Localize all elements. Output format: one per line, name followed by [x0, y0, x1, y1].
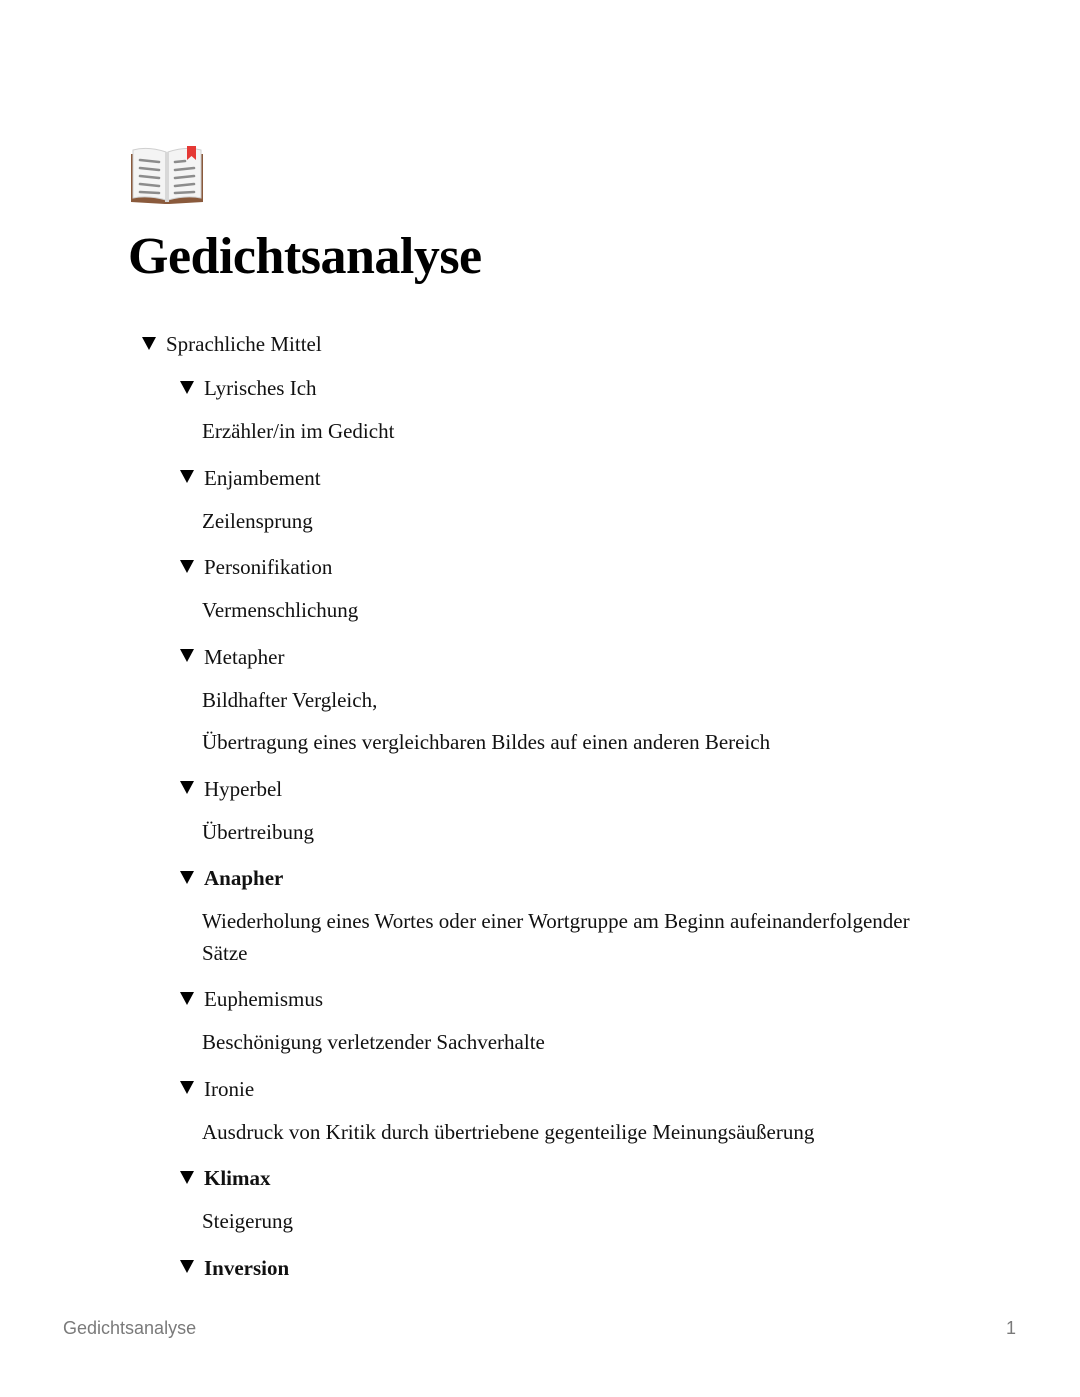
toggle-label: Euphemismus	[204, 987, 323, 1011]
toggle-header[interactable]	[178, 374, 940, 402]
footer-title: Gedichtsanalyse	[63, 1318, 197, 1338]
toggle-item	[178, 985, 940, 1059]
toggle-header[interactable]	[178, 643, 940, 671]
toggle-content	[202, 817, 932, 849]
triangle-down-icon[interactable]	[180, 1171, 194, 1184]
toggle-item	[178, 1164, 940, 1238]
toggle-children	[178, 374, 940, 1282]
toggle-item	[178, 1075, 940, 1149]
toggle-label: Sprachliche Mittel	[166, 332, 322, 356]
triangle-down-icon[interactable]	[180, 381, 194, 394]
toggle-item	[178, 464, 940, 538]
toggle-header[interactable]	[178, 553, 940, 581]
toggle-header[interactable]	[178, 464, 940, 492]
triangle-down-icon[interactable]	[180, 992, 194, 1005]
open-book-icon	[128, 140, 206, 212]
toggle-item	[178, 775, 940, 849]
toggle-item	[178, 643, 940, 759]
triangle-down-icon[interactable]	[180, 649, 194, 662]
paragraph: Zeilensprung	[202, 508, 313, 533]
toggle-label: Inversion	[204, 1255, 290, 1280]
toggle-content	[202, 906, 932, 969]
toggle-header[interactable]	[140, 330, 940, 358]
toggle-content	[202, 1027, 932, 1059]
triangle-down-icon[interactable]	[180, 781, 194, 794]
toggle-header[interactable]	[178, 1164, 940, 1192]
toggle-label: Klimax	[204, 1166, 271, 1190]
toggle-content	[202, 506, 932, 538]
triangle-down-icon[interactable]	[180, 1081, 194, 1094]
paragraph: Erzähler/in im Gedicht	[202, 419, 395, 443]
paragraph: Vermenschlichung	[202, 598, 359, 622]
toggle-item	[178, 374, 940, 448]
page-title: Gedichtsanalyse	[128, 228, 482, 285]
toggle-label: Metapher	[204, 644, 285, 669]
page-number: 1	[1005, 1318, 1016, 1338]
paragraph: Übertreibung	[202, 819, 314, 844]
toggle-item	[178, 1254, 940, 1282]
toggle-label: Hyperbel	[204, 776, 283, 801]
toggle-header[interactable]	[178, 1254, 940, 1282]
toggle-label: Enjambement	[204, 465, 321, 490]
toggle-sprachliche-mittel	[140, 330, 940, 1282]
paragraph: Steigerung	[202, 1209, 293, 1233]
toggle-header[interactable]	[178, 775, 940, 803]
paragraph: Wiederholung eines Wortes oder einer Wortgruppe am Beginn aufeinanderfolgender Sätze	[202, 909, 910, 965]
toggle-header[interactable]	[178, 864, 940, 892]
triangle-down-icon[interactable]	[180, 1260, 194, 1273]
toggle-header[interactable]	[178, 1075, 940, 1103]
toggle-label: Anapher	[204, 866, 284, 890]
toggle-label: Lyrisches Ich	[204, 376, 317, 400]
triangle-down-icon[interactable]	[180, 470, 194, 483]
toggle-header[interactable]	[178, 985, 940, 1013]
triangle-down-icon[interactable]	[180, 871, 194, 884]
toggle-item	[178, 864, 940, 969]
toggle-tree	[140, 330, 940, 1298]
paragraph: Übertragung eines vergleichbaren Bildes auf einen anderen Bereich	[202, 730, 771, 754]
toggle-content	[202, 1117, 932, 1149]
paragraph: Ausdruck von Kritik durch übertriebene gegenteilige Meinungsäußerung	[202, 1119, 815, 1144]
triangle-down-icon[interactable]	[142, 337, 156, 350]
toggle-label: Ironie	[204, 1076, 255, 1101]
toggle-content	[202, 416, 932, 448]
toggle-content	[202, 595, 932, 627]
paragraph: Bildhafter Vergleich,	[202, 687, 378, 712]
toggle-item	[178, 553, 940, 627]
toggle-content	[202, 1206, 932, 1238]
paragraph: Beschönigung verletzender Sachverhalte	[202, 1030, 545, 1054]
toggle-content	[202, 685, 932, 759]
toggle-label: Personifikation	[204, 555, 333, 579]
triangle-down-icon[interactable]	[180, 560, 194, 573]
